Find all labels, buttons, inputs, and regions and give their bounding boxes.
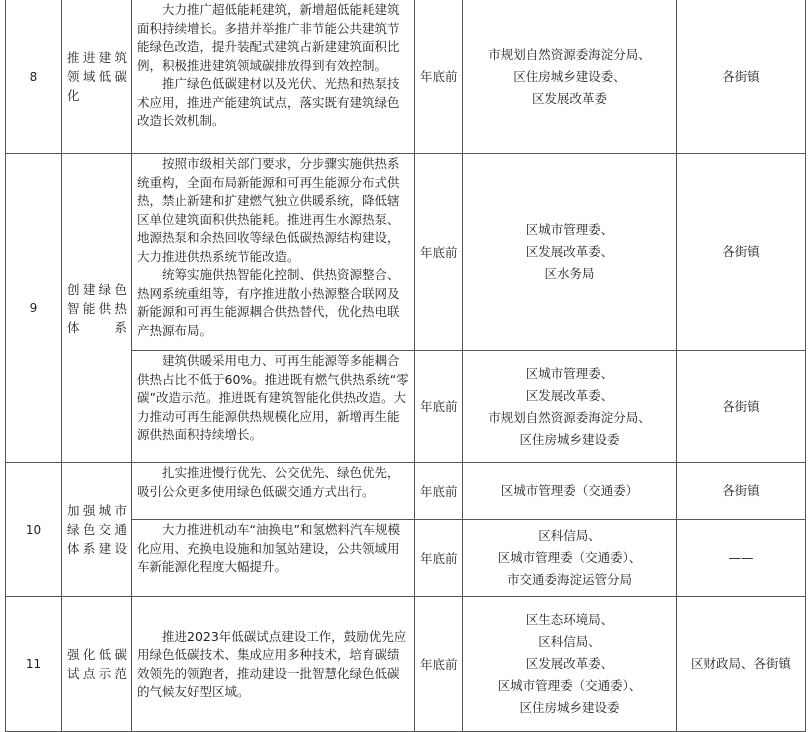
measure-text: 推进2023年低碳试点建设工作，鼓励优先应用绿色低碳技术、集成应用多种技术，培育碳绩效领先的领跑者，推动建设一批智慧化绿色低碳的气候友好型区域。 [137, 628, 407, 699]
measure-cell [132, 154, 415, 351]
measure-cell [132, 0, 415, 154]
department: 区住房城乡建设委 [519, 700, 620, 715]
department: 区城市管理委（交通委） [500, 483, 639, 498]
responsible: 各街镇 [677, 351, 806, 463]
table-row [6, 154, 806, 351]
deadline: 年底前 [415, 520, 463, 597]
deadline: 年底前 [415, 154, 463, 351]
departments [463, 0, 677, 154]
department: 市规划自然资源委海淀分局、 [488, 409, 651, 425]
row-number: 11 [6, 597, 62, 732]
department: 市交通委海淀运管分局 [506, 572, 632, 587]
task-name: 创建绿色智能供热体系 [62, 154, 132, 463]
responsible: 各街镇 [677, 463, 806, 520]
deadline: 年底前 [415, 597, 463, 732]
department: 区城市管理委（交通委）、 [497, 550, 642, 565]
department: 区城市管理委（交通委）、 [497, 678, 642, 693]
departments [463, 154, 677, 351]
row-number: 10 [6, 463, 62, 597]
responsible: —— [677, 520, 806, 597]
department: 区发展改革委 [531, 90, 607, 106]
department: 区生态环境局、 [525, 612, 614, 627]
department: 区发展改革委、 [525, 656, 614, 671]
policy-table [5, 0, 806, 732]
departments [463, 351, 677, 463]
task-name: 加强城市绿色交通体系建设 [62, 463, 132, 597]
department: 区发展改革委、 [525, 244, 614, 259]
department: 区科信局、 [538, 528, 601, 543]
responsible: 区财政局、各街镇 [677, 597, 806, 732]
row-number: 9 [6, 154, 62, 463]
department: 区城市管理委、 [525, 365, 614, 381]
measure-cell [132, 351, 415, 463]
department: 区科信局、 [538, 634, 601, 649]
department: 区城市管理委、 [525, 222, 614, 237]
measure-text: 大力推进机动车“油换电”和氢燃料汽车规模化应用、充换电设施和加氢站建设，公共领域用车新能源化程度大幅提升。 [137, 522, 400, 574]
departments [463, 597, 677, 732]
departments [463, 520, 677, 597]
department: 区住房城乡建设委 [519, 431, 620, 447]
department: 区水务局 [544, 266, 595, 281]
responsible: 各街镇 [677, 0, 806, 154]
deadline: 年底前 [415, 463, 463, 520]
measure-text: 统筹实施供热智能化控制、供热资源整合、热网系统重组等，有序推进散小热源整合联网及新能源和可再生能源耦合供热替代，优化热电联产热源布局。 [137, 267, 400, 338]
measure-text: 扎实推进慢行优先、公交优先、绿色优先，吸引公众更多使用绿色低碳交通方式出行。 [137, 465, 400, 499]
responsible: 各街镇 [677, 154, 806, 351]
measure-text: 推广绿色低碳建材以及光伏、光热和热泵技术应用，推进产能建筑试点，落实既有建筑绿色改造长效机制。 [137, 76, 400, 128]
measure-cell [132, 520, 415, 597]
department: 区住房城乡建设委、 [513, 68, 626, 84]
departments [463, 463, 677, 520]
row-number: 8 [6, 0, 62, 154]
measure-cell [132, 597, 415, 732]
department: 区发展改革委、 [525, 387, 614, 403]
measure-cell [132, 463, 415, 520]
measure-text: 按照市级相关部门要求，分步骤实施供热系统重构，全面布局新能源和可再生能源分布式供热，禁止新建和扩建燃气独立供暖系统，降低辖区单位建筑面积供热能耗。推进再生水源热泵、地源热泵和余热回收等绿色低碳热源结构建设，大力推进供热系统节能改造。 [137, 156, 400, 264]
table-row [6, 597, 806, 732]
task-name: 强化低碳试点示范 [62, 597, 132, 732]
table-row [6, 0, 806, 154]
task-name: 推进建筑领域低碳化 [62, 0, 132, 154]
table-row [6, 463, 806, 520]
deadline: 年底前 [415, 351, 463, 463]
measure-text: 大力推广超低能耗建筑，新增超低能耗建筑面积持续增长。多措并举推广非节能公共建筑节能绿色改造，提升装配式建筑占新建建筑面积比例，积极推进建筑领域碳排放得到有效控制。 [137, 2, 400, 73]
measure-text: 建筑供暖采用电力、可再生能源等多能耦合供热占比不低于60%。推进既有燃气供热系统“零碳”改造示范。推进既有建筑智能化供热改造。大力推动可再生能源供热规模化应用，新增再生能源供热面积持续增长。 [137, 353, 409, 442]
department: 市规划自然资源委海淀分局、 [488, 46, 651, 62]
deadline: 年底前 [415, 0, 463, 154]
